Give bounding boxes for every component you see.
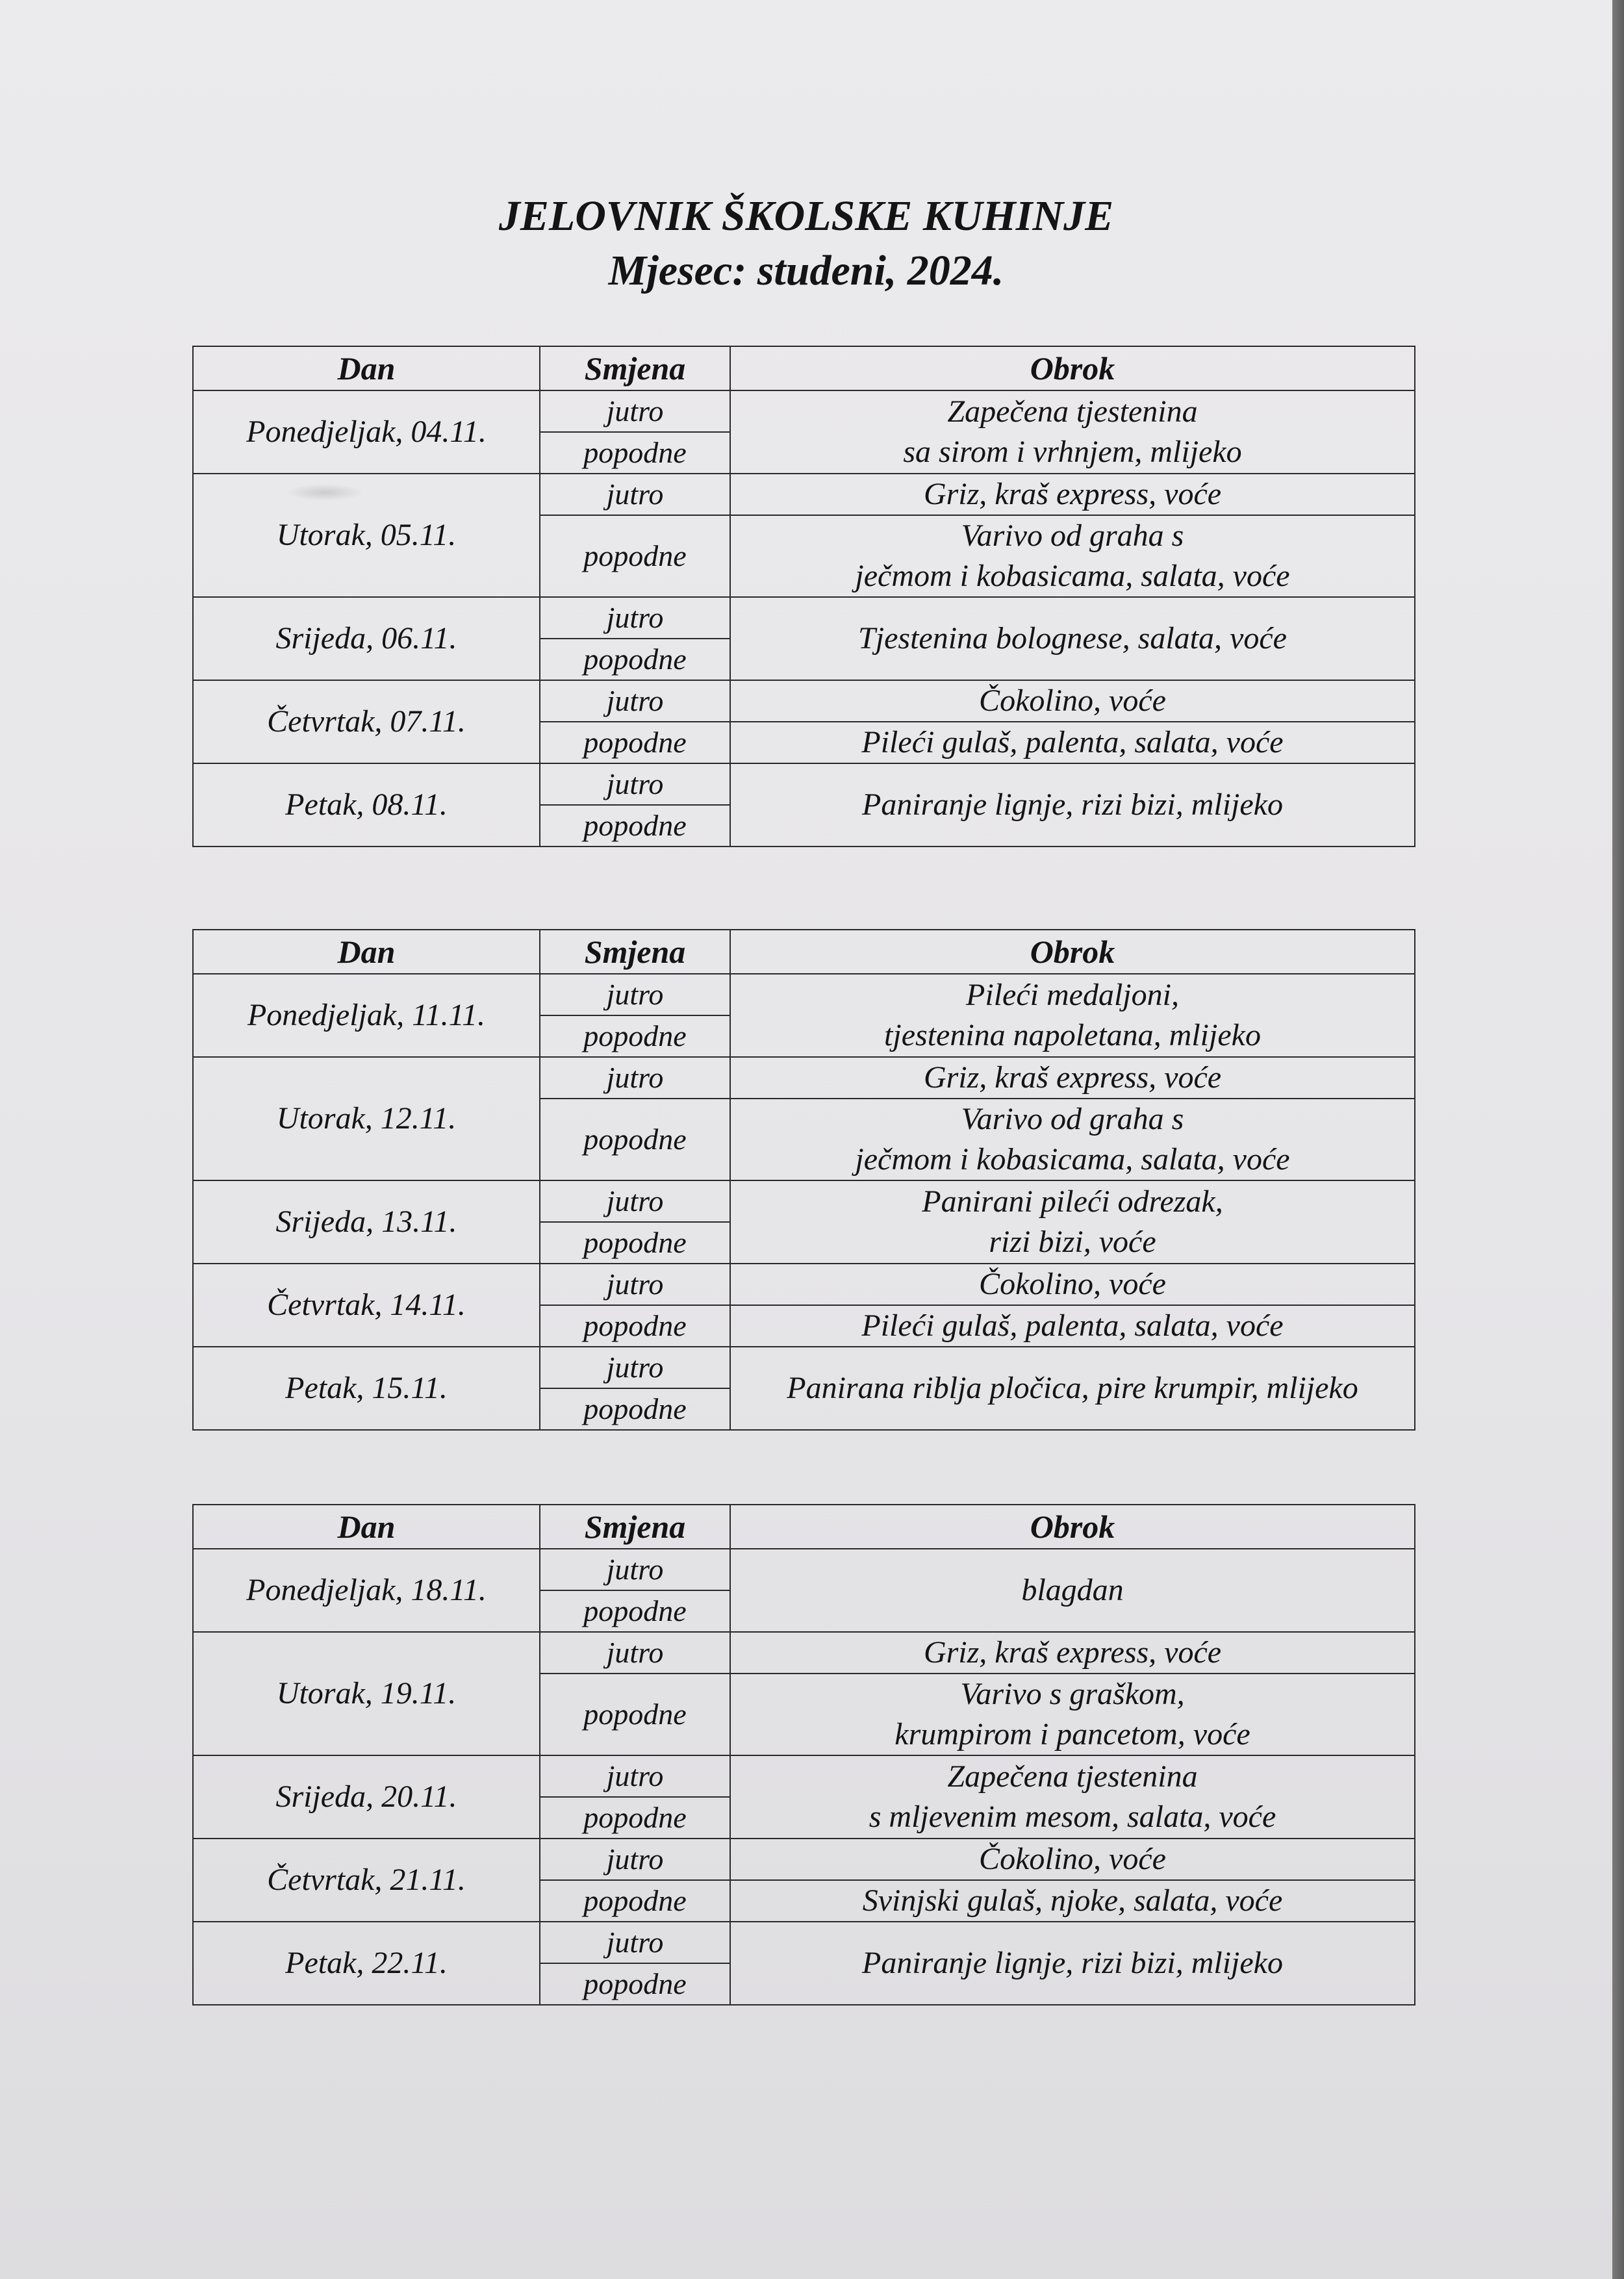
day-cell: Ponedjeljak, 18.11. <box>193 1549 540 1632</box>
meal-cell-afternoon: Pileći gulaš, palenta, salata, voće <box>730 1305 1415 1347</box>
day-cell: Petak, 08.11. <box>193 763 540 847</box>
header-shift: Smjena <box>540 1505 730 1549</box>
day-cell: Utorak, 12.11. <box>193 1057 540 1180</box>
shift-afternoon: popodne <box>540 1222 730 1264</box>
meal-cell-afternoon: Pileći gulaš, palenta, salata, voće <box>730 722 1415 763</box>
shift-afternoon: popodne <box>540 1590 730 1632</box>
header-shift: Smjena <box>540 930 730 974</box>
meal-cell-morning: Čokolino, voće <box>730 1839 1415 1880</box>
table-row <box>193 1180 1415 1222</box>
header-shift: Smjena <box>540 346 730 390</box>
shift-morning: jutro <box>540 1549 730 1590</box>
shift-morning: jutro <box>540 1057 730 1099</box>
meal-cell-morning: Čokolino, voće <box>730 680 1415 722</box>
day-cell: Četvrtak, 21.11. <box>193 1839 540 1922</box>
shift-afternoon: popodne <box>540 639 730 680</box>
day-cell: Srijeda, 20.11. <box>193 1755 540 1839</box>
day-cell: Utorak, 05.11. <box>193 474 540 597</box>
shift-morning: jutro <box>540 680 730 722</box>
meal-cell-morning: Čokolino, voće <box>730 1264 1415 1305</box>
page-title: JELOVNIK ŠKOLSKE KUHINJE <box>498 192 1114 240</box>
shift-afternoon: popodne <box>540 805 730 847</box>
table-row <box>193 1549 1415 1590</box>
table-row <box>193 1922 1415 1963</box>
shift-afternoon: popodne <box>540 1388 730 1430</box>
shift-afternoon: popodne <box>540 1797 730 1839</box>
page-subtitle: Mjesec: studeni, 2024. <box>608 247 1004 294</box>
meal-cell-afternoon: Varivo od graha s ječmom i kobasicama, salata, voće <box>730 1099 1415 1180</box>
menu-table-week-3 <box>192 1504 1415 2005</box>
meal-cell: Zapečena tjestenina sa sirom i vrhnjem, mlijeko <box>730 390 1415 474</box>
table-row <box>193 680 1415 722</box>
header-day: Dan <box>193 346 540 390</box>
table-row <box>193 597 1415 639</box>
shift-morning: jutro <box>540 1264 730 1305</box>
day-cell: Petak, 22.11. <box>193 1922 540 2005</box>
shift-morning: jutro <box>540 974 730 1015</box>
day-cell: Srijeda, 13.11. <box>193 1180 540 1264</box>
day-cell: Četvrtak, 07.11. <box>193 680 540 763</box>
table-header-row <box>193 930 1415 974</box>
shift-morning: jutro <box>540 597 730 639</box>
table-row <box>193 1057 1415 1099</box>
table-row <box>193 390 1415 432</box>
meal-cell: Zapečena tjestenina s mljevenim mesom, salata, voće <box>730 1755 1415 1839</box>
meal-cell-morning: Griz, kraš express, voće <box>730 1632 1415 1674</box>
shift-morning: jutro <box>540 1839 730 1880</box>
menu-table-week-1 <box>192 346 1415 847</box>
meal-cell-afternoon: Svinjski gulaš, njoke, salata, voće <box>730 1880 1415 1922</box>
day-cell: Utorak, 19.11. <box>193 1632 540 1755</box>
shift-afternoon: popodne <box>540 1674 730 1755</box>
meal-cell-morning: Griz, kraš express, voće <box>730 1057 1415 1099</box>
table-row <box>193 763 1415 805</box>
meal-cell: Tjestenina bolognese, salata, voće <box>730 597 1415 680</box>
table-row <box>193 474 1415 515</box>
table-row <box>193 1755 1415 1797</box>
header-day: Dan <box>193 930 540 974</box>
shift-afternoon: popodne <box>540 432 730 474</box>
header-meal: Obrok <box>730 930 1415 974</box>
meal-cell-morning: Griz, kraš express, voće <box>730 474 1415 515</box>
background-edge <box>1612 0 1624 2279</box>
day-cell: Srijeda, 06.11. <box>193 597 540 680</box>
shift-morning: jutro <box>540 1755 730 1797</box>
shift-morning: jutro <box>540 763 730 805</box>
table-row <box>193 974 1415 1015</box>
meal-cell-afternoon: Varivo s graškom, krumpirom i pancetom, voće <box>730 1674 1415 1755</box>
meal-cell: blagdan <box>730 1549 1415 1632</box>
shift-morning: jutro <box>540 1632 730 1674</box>
header-day: Dan <box>193 1505 540 1549</box>
meal-cell: Paniranje lignje, rizi bizi, mlijeko <box>730 1922 1415 2005</box>
shift-morning: jutro <box>540 474 730 515</box>
shift-afternoon: popodne <box>540 1880 730 1922</box>
shift-afternoon: popodne <box>540 722 730 763</box>
header-meal: Obrok <box>730 346 1415 390</box>
meal-cell: Paniranje lignje, rizi bizi, mlijeko <box>730 763 1415 847</box>
table-row <box>193 1347 1415 1388</box>
table-row <box>193 1264 1415 1305</box>
shift-afternoon: popodne <box>540 1963 730 2005</box>
table-header-row <box>193 346 1415 390</box>
day-cell: Petak, 15.11. <box>193 1347 540 1430</box>
shift-morning: jutro <box>540 390 730 432</box>
shift-afternoon: popodne <box>540 1015 730 1057</box>
meal-cell-afternoon: Varivo od graha s ječmom i kobasicama, salata, voće <box>730 515 1415 597</box>
shift-morning: jutro <box>540 1347 730 1388</box>
day-cell: Ponedjeljak, 04.11. <box>193 390 540 474</box>
table-row <box>193 1632 1415 1674</box>
shift-afternoon: popodne <box>540 515 730 597</box>
table-header-row <box>193 1505 1415 1549</box>
header-meal: Obrok <box>730 1505 1415 1549</box>
day-cell: Ponedjeljak, 11.11. <box>193 974 540 1057</box>
shift-afternoon: popodne <box>540 1305 730 1347</box>
meal-cell: Panirana riblja pločica, pire krumpir, mlijeko <box>730 1347 1415 1430</box>
shift-morning: jutro <box>540 1922 730 1963</box>
meal-cell: Pileći medaljoni, tjestenina napoletana, mlijeko <box>730 974 1415 1057</box>
shift-morning: jutro <box>540 1180 730 1222</box>
shift-afternoon: popodne <box>540 1099 730 1180</box>
meal-cell: Panirani pileći odrezak, rizi bizi, voće <box>730 1180 1415 1264</box>
table-row <box>193 1839 1415 1880</box>
day-cell: Četvrtak, 14.11. <box>193 1264 540 1347</box>
menu-table-week-2 <box>192 929 1415 1431</box>
